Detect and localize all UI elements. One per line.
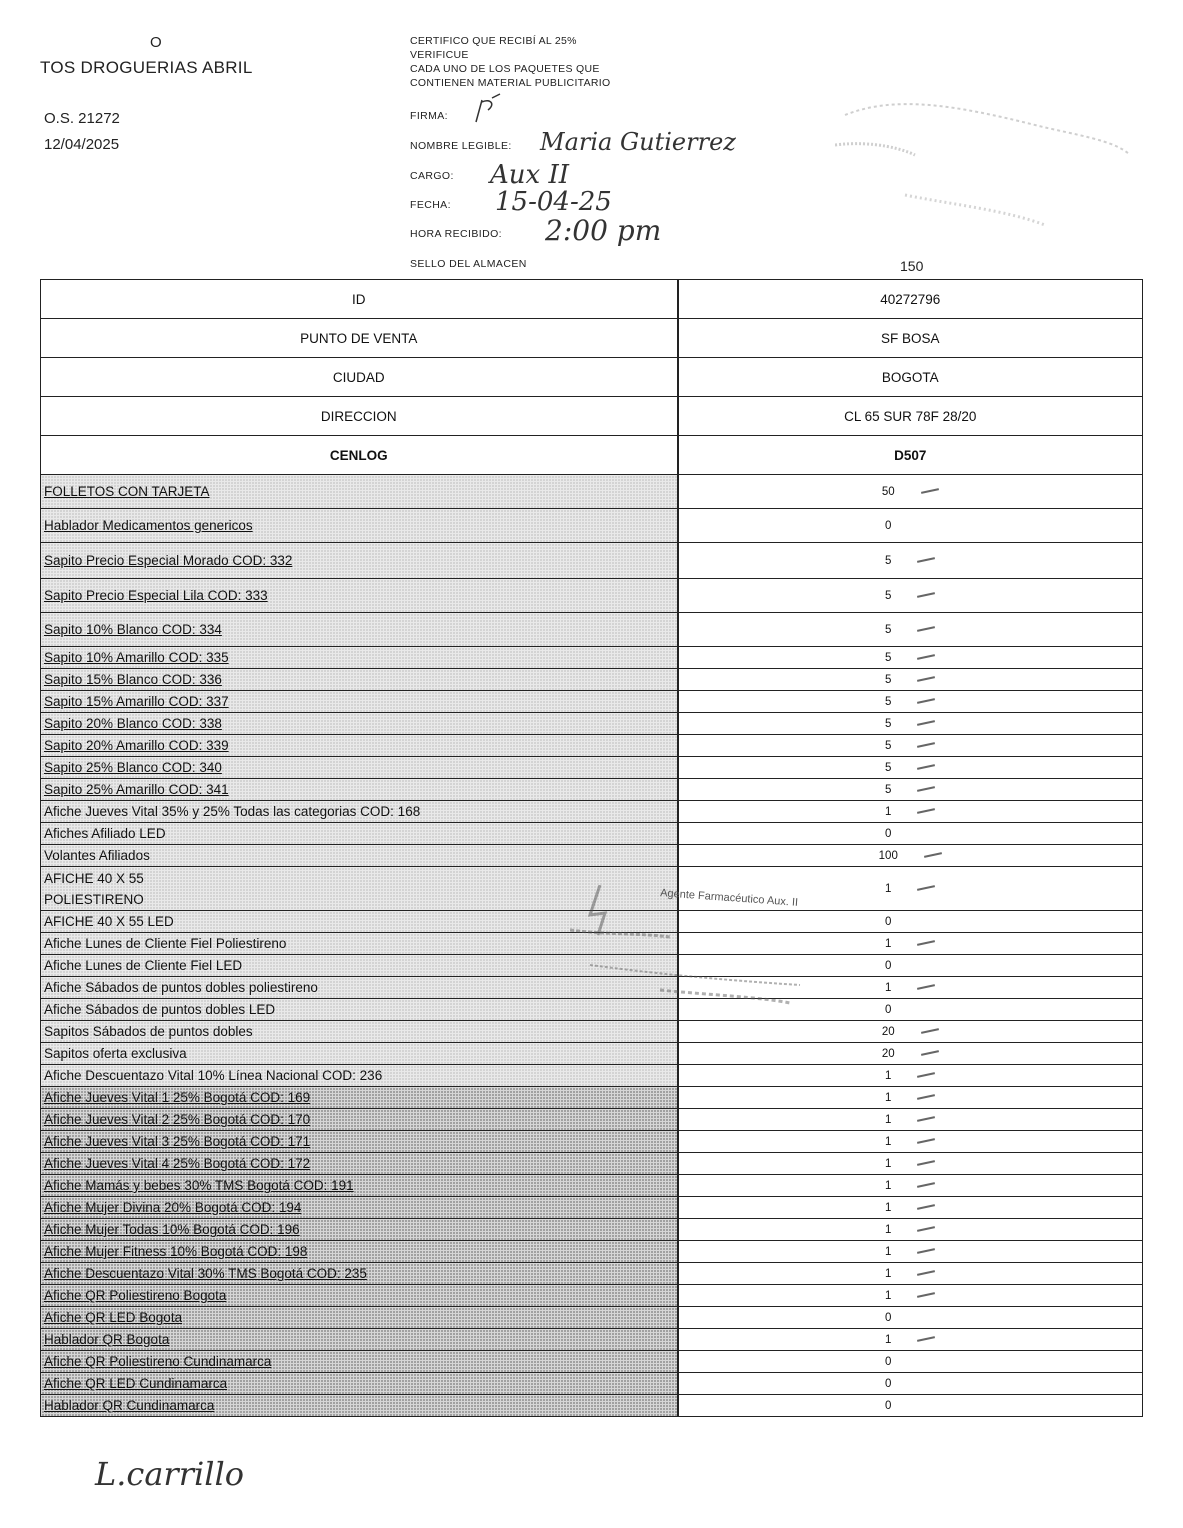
material-label [41,1351,678,1373]
check-mark-icon [917,1271,935,1277]
material-qty-value: 5 [885,783,892,796]
fecha-handwritten: 15-04-25 [495,187,612,217]
material-qty-value: 1 [885,1245,892,1258]
info-row [41,319,1143,358]
check-mark-icon [921,1029,939,1035]
material-label-text: Sapitos Sábados de puntos dobles [44,1024,253,1039]
material-label-text: Sapito 10% Amarillo COD: 335 [44,650,229,665]
cert-line: CONTIENEN MATERIAL PUBLICITARIO [410,77,611,89]
material-qty-value: 1 [885,937,892,950]
material-row [41,1065,1143,1087]
material-label [41,669,678,691]
material-qty-value: 5 [885,589,892,602]
material-row [41,1021,1143,1043]
material-label [41,1065,678,1087]
info-value: 40272796 [678,280,1143,319]
material-row [41,713,1143,735]
material-row [41,1351,1143,1373]
material-label [41,509,678,543]
material-label [41,955,678,977]
material-row [41,543,1143,579]
material-qty [678,735,1143,757]
material-qty-value: 1 [885,805,892,818]
material-row [41,933,1143,955]
material-row [41,867,1143,911]
material-row [41,1197,1143,1219]
warehouse-stamp-icon [835,95,1135,245]
material-label-text: Sapito 25% Amarillo COD: 341 [44,782,229,797]
pharmacy-stamp-text: Agente Farmacéutico Aux. II [659,887,799,909]
material-label-text: Sapito 15% Blanco COD: 336 [44,672,222,687]
material-qty [678,1153,1143,1175]
material-label [41,1131,678,1153]
material-qty-value: 1 [885,1289,892,1302]
material-qty-value: 0 [885,915,892,928]
material-row [41,613,1143,647]
material-row [41,1395,1143,1417]
cert-line: CERTIFICO QUE RECIBÍ AL 25% [410,35,577,47]
material-label [41,779,678,801]
fecha-label: FECHA: [410,199,451,211]
check-mark-icon [924,853,942,859]
material-qty-value: 5 [885,651,892,664]
material-row [41,1219,1143,1241]
material-qty [678,801,1143,823]
material-label [41,475,678,509]
material-qty [678,1219,1143,1241]
check-mark-icon [917,787,935,793]
material-row [41,955,1143,977]
material-label-text: Sapito 20% Blanco COD: 338 [44,716,222,731]
material-qty-value: 1 [885,1091,892,1104]
material-label-text: Afiche Jueves Vital 35% y 25% Todas las categorias COD: 168 [44,804,421,819]
material-label [41,1109,678,1131]
material-qty [678,1373,1143,1395]
material-qty-value: 5 [885,623,892,636]
material-qty [678,1263,1143,1285]
material-label [41,1329,678,1351]
firma-signature-icon [470,92,510,132]
material-qty-value: 50 [881,485,895,498]
hora-label: HORA RECIBIDO: [410,228,502,240]
material-qty-value: 5 [885,673,892,686]
material-qty [678,1307,1143,1329]
header-top-fragment: O [150,34,162,51]
material-label [41,999,678,1021]
material-qty-value: 1 [885,1179,892,1192]
material-qty [678,1021,1143,1043]
check-mark-icon [917,985,935,991]
info-value: BOGOTA [678,358,1143,397]
material-label [41,1285,678,1307]
check-mark-icon [917,627,935,633]
check-mark-icon [917,558,935,564]
materials-table [40,279,1143,1417]
certification-block [410,34,610,90]
material-label [41,845,678,867]
check-mark-icon [917,1183,935,1189]
material-qty [678,579,1143,613]
material-row [41,509,1143,543]
firma-label: FIRMA: [410,110,448,122]
material-label [41,911,678,933]
material-qty-value: 1 [885,1223,892,1236]
check-mark-icon [917,1205,935,1211]
material-row [41,779,1143,801]
material-label-text: Hablador Medicamentos genericos [44,518,253,533]
material-label [41,1373,678,1395]
material-row [41,691,1143,713]
cert-line: VERIFICUE [410,49,469,61]
check-mark-icon [917,677,935,683]
material-label [41,801,678,823]
material-qty [678,647,1143,669]
material-row [41,1109,1143,1131]
check-mark-icon [917,1293,935,1299]
material-label [41,1021,678,1043]
info-label: CENLOG [41,436,678,475]
material-row [41,845,1143,867]
material-qty-value: 0 [885,1377,892,1390]
material-label-text: Sapito Precio Especial Lila COD: 333 [44,588,268,603]
check-mark-icon [917,941,935,947]
material-label [41,933,678,955]
material-label [41,1241,678,1263]
material-row [41,1263,1143,1285]
material-label-text: Afiche Jueves Vital 1 25% Bogotá COD: 169 [44,1090,311,1105]
check-mark-icon [917,1139,935,1145]
check-mark-icon [917,886,935,892]
material-qty [678,1087,1143,1109]
material-qty-value: 0 [885,1355,892,1368]
material-label [41,579,678,613]
material-label-text: Afiche Descuentazo Vital 10% Línea Nacional COD: 236 [44,1068,383,1083]
material-label-text: Afiche Sábados de puntos dobles LED [44,1002,276,1017]
check-mark-icon [917,699,935,705]
material-qty [678,509,1143,543]
material-label-text: AFICHE 40 X 55 LED [44,914,174,929]
material-qty [678,757,1143,779]
material-qty-value: 5 [885,554,892,567]
material-label-text: Afiche Jueves Vital 2 25% Bogotá COD: 170 [44,1112,311,1127]
material-qty-value: 1 [885,1113,892,1126]
material-label [41,613,678,647]
material-qty [678,1241,1143,1263]
material-qty [678,1285,1143,1307]
material-label-text: Sapito 25% Blanco COD: 340 [44,760,222,775]
material-label-text: Afiche Mujer Todas 10% Bogotá COD: 196 [44,1222,300,1237]
order-date: 12/04/2025 [44,136,120,153]
info-value: CL 65 SUR 78F 28/20 [678,397,1143,436]
material-qty [678,779,1143,801]
material-qty-value: 1 [885,981,892,994]
material-label-text: FOLLETOS CON TARJETA [44,484,210,499]
check-mark-icon [917,721,935,727]
material-label-text: Afiche QR Poliestireno Bogota [44,1288,227,1303]
check-mark-icon [917,593,935,599]
material-label-text: Hablador QR Bogota [44,1332,170,1347]
material-row [41,1043,1143,1065]
info-label: DIRECCION [41,397,678,436]
info-row [41,436,1143,475]
material-label-text: Afiche QR LED Cundinamarca [44,1376,228,1391]
info-label: ID [41,280,678,319]
material-qty-value: 100 [878,849,898,862]
material-qty [678,999,1143,1021]
material-qty-value: 0 [885,827,892,840]
material-qty-value: 5 [885,761,892,774]
info-row [41,280,1143,319]
material-label-text: Afiche QR Poliestireno Cundinamarca [44,1354,272,1369]
material-qty [678,1043,1143,1065]
material-row [41,1373,1143,1395]
check-mark-icon [917,1095,935,1101]
material-label-text: AFICHE 40 X 55 POLIESTIRENO [44,870,144,907]
material-label-text: Afiche Lunes de Cliente Fiel LED [44,958,243,973]
material-row [41,801,1143,823]
material-label [41,757,678,779]
check-mark-icon [917,1337,935,1343]
material-row [41,911,1143,933]
material-qty-value: 0 [885,959,892,972]
material-label-text: Hablador QR Cundinamarca [44,1398,215,1413]
material-row [41,1285,1143,1307]
material-qty-value: 5 [885,739,892,752]
material-qty-value: 1 [885,1201,892,1214]
info-value: SF BOSA [678,319,1143,358]
cargo-label: CARGO: [410,170,454,182]
material-label-text: Afiche Lunes de Cliente Fiel Poliestireno [44,936,287,951]
material-label [41,1043,678,1065]
material-qty-value: 1 [885,1267,892,1280]
package-count: 150 [900,258,924,274]
check-mark-icon [917,655,935,661]
material-qty [678,1109,1143,1131]
material-qty [678,1065,1143,1087]
material-row [41,669,1143,691]
material-label-text: Afiche QR LED Bogota [44,1310,183,1325]
material-row [41,1153,1143,1175]
material-row [41,647,1143,669]
material-row [41,1175,1143,1197]
check-mark-icon [917,1227,935,1233]
material-label [41,1197,678,1219]
material-label [41,713,678,735]
material-qty-value: 0 [885,1311,892,1324]
info-row [41,358,1143,397]
material-qty-value: 0 [885,1003,892,1016]
material-qty-value: 20 [881,1047,895,1060]
material-label [41,1219,678,1241]
material-qty-value: 0 [885,519,892,532]
check-mark-icon [917,1249,935,1255]
material-label [41,1395,678,1417]
material-label [41,977,678,999]
material-qty-value: 1 [885,882,892,895]
material-qty [678,1175,1143,1197]
material-qty [678,911,1143,933]
material-label-text: Sapito 15% Amarillo COD: 337 [44,694,229,709]
material-qty [678,933,1143,955]
material-qty [678,1351,1143,1373]
cargo-handwritten: Aux II [490,160,569,190]
material-label [41,1153,678,1175]
material-qty-value: 5 [885,717,892,730]
check-mark-icon [917,809,935,815]
info-label: PUNTO DE VENTA [41,319,678,358]
material-qty [678,669,1143,691]
material-row [41,475,1143,509]
material-qty-value: 0 [885,1399,892,1412]
material-label [41,647,678,669]
material-row [41,823,1143,845]
info-row [41,397,1143,436]
check-mark-icon [917,1073,935,1079]
material-qty [678,1131,1143,1153]
material-qty [678,691,1143,713]
material-label-text: Sapito 20% Amarillo COD: 339 [44,738,229,753]
material-row [41,757,1143,779]
material-label [41,1307,678,1329]
material-label-text: Afiche Mujer Divina 20% Bogotá COD: 194 [44,1200,302,1215]
hora-handwritten: 2:00 pm [545,214,662,247]
material-qty [678,845,1143,867]
material-qty [678,955,1143,977]
material-row [41,1087,1143,1109]
bottom-signature: L.carrillo [95,1455,244,1493]
material-label [41,823,678,845]
material-label-text: Afiche Mamás y bebes 30% TMS Bogotá COD: 191 [44,1178,354,1193]
material-label [41,691,678,713]
material-label-text: Sapito Precio Especial Morado COD: 332 [44,553,293,568]
check-mark-icon [921,489,939,495]
material-row [41,1307,1143,1329]
material-label-text: Volantes Afiliados [44,848,150,863]
material-label-text: Sapito 10% Blanco COD: 334 [44,622,222,637]
material-qty [678,613,1143,647]
order-number: O.S. 21272 [44,110,120,127]
material-qty-value: 20 [881,1025,895,1038]
material-label-text: Afiches Afiliado LED [44,826,166,841]
nombre-handwritten: Maria Gutierrez [540,128,736,156]
material-qty [678,1329,1143,1351]
check-mark-icon [917,765,935,771]
check-mark-icon [917,1161,935,1167]
material-row [41,579,1143,613]
info-label: CIUDAD [41,358,678,397]
material-qty [678,1197,1143,1219]
material-qty-value: 1 [885,1157,892,1170]
material-qty [678,1395,1143,1417]
material-label-text: Sapitos oferta exclusiva [44,1046,187,1061]
material-label [41,1175,678,1197]
nombre-label: NOMBRE LEGIBLE: [410,140,512,152]
material-qty [678,475,1143,509]
material-qty-value: 1 [885,1135,892,1148]
material-row [41,999,1143,1021]
check-mark-icon [921,1051,939,1057]
material-label-text: Afiche Jueves Vital 4 25% Bogotá COD: 172 [44,1156,311,1171]
check-mark-icon [917,743,935,749]
material-row [41,1131,1143,1153]
sello-label: SELLO DEL ALMACEN [410,258,527,270]
info-value: D507 [678,436,1143,475]
material-label [41,735,678,757]
material-row [41,1329,1143,1351]
material-label-text: Afiche Sábados de puntos dobles poliestireno [44,980,318,995]
cert-line: CADA UNO DE LOS PAQUETES QUE [410,63,600,75]
material-label [41,1263,678,1285]
material-qty [678,823,1143,845]
material-row [41,1241,1143,1263]
material-label [41,543,678,579]
material-label-text: Afiche Mujer Fitness 10% Bogotá COD: 198 [44,1244,308,1259]
material-qty-value: 1 [885,1069,892,1082]
material-qty [678,713,1143,735]
material-label-text: Afiche Descuentazo Vital 30% TMS Bogotá COD: 235 [44,1266,367,1281]
check-mark-icon [917,1117,935,1123]
material-qty [678,977,1143,999]
material-qty [678,543,1143,579]
material-label [41,867,678,911]
material-row [41,735,1143,757]
material-label-text: Afiche Jueves Vital 3 25% Bogotá COD: 171 [44,1134,311,1149]
material-label [41,1087,678,1109]
material-qty-value: 1 [885,1333,892,1346]
material-row [41,977,1143,999]
company-title: TOS DROGUERIAS ABRIL [40,58,253,77]
material-qty-value: 5 [885,695,892,708]
